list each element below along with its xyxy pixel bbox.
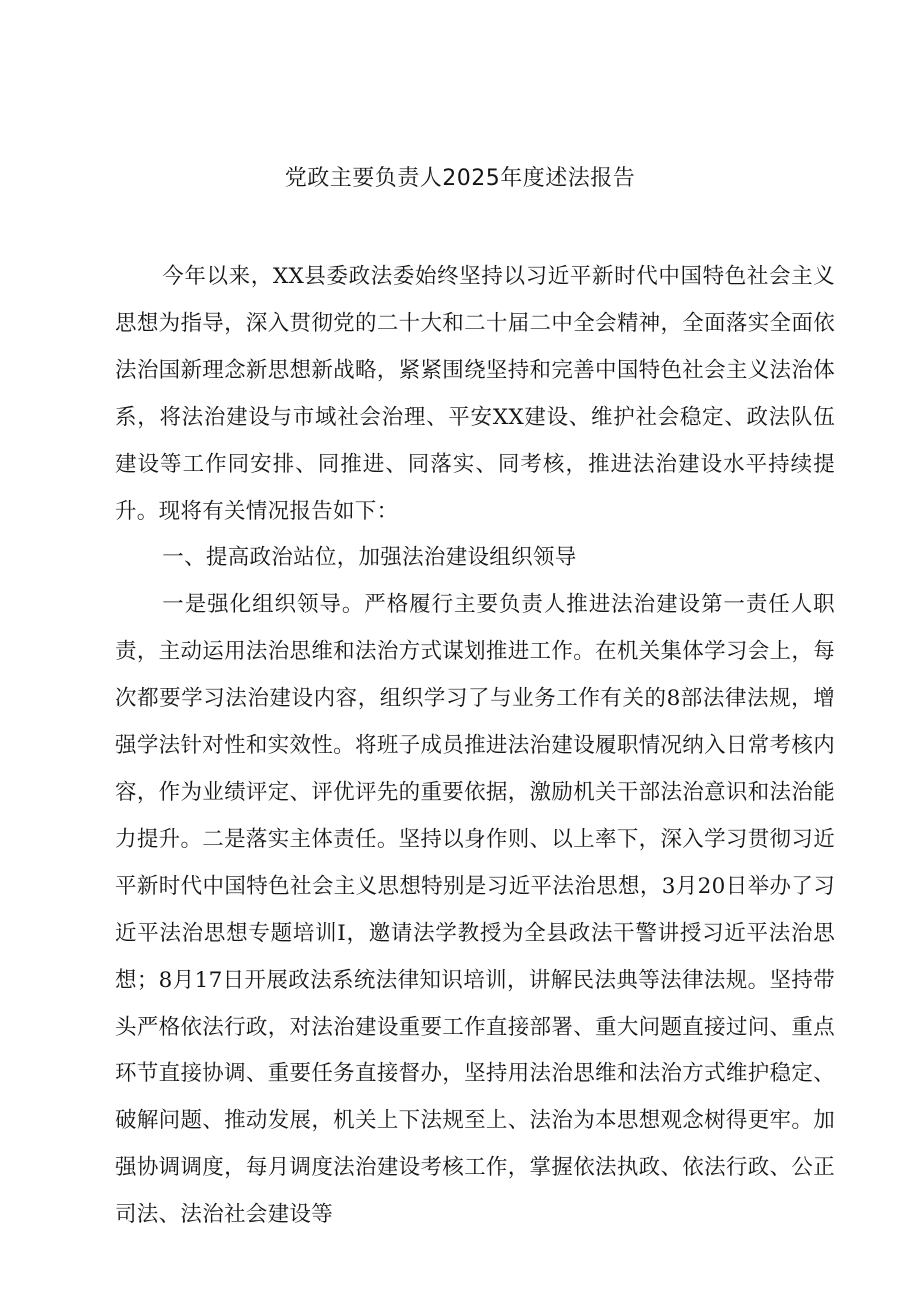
section-heading: 一、提高政治站位，加强法治建设组织领导 <box>162 545 577 571</box>
section-paragraph: 一是强化组织领导。严格履行主要负责人推进法治建设第一责任人职责，主动运用法治思维和法治方式谋划推进工作。在机关集体学习会上，每次都要学习法治建设内容，组织学习了与业务工作有关的8部法律法规，增强学法针对性和实效性。将班子成员推进法治建设履职情况纳入日常考核内容，作为业绩评定、评优评先的重要依据，激励机关干部法治意识和法治能力提升。二是落实主体责任。坚持以身作则、以上率下，深入学习贯彻习近平新时代中国特色社会主义思想特别是习近平法治思想，3月20日举办了习近平法治思想专题培训I，邀请法学教授为全县政法干警讲授习近平法治思想；8月17日开展政法系统法律知识培训，讲解民法典等法律法规。坚持带头严格依法行政，对法治建设重要工作直接部署、重大问题直接过问、重点环节直接协调、重要任务直接督办，坚持用法治思维和法治方式维护稳定、破解问题、推动发展，机关上下法规至上、法治为本思想观念树得更牢。加强协调调度，每月调度法治建设考核工作，掌握依法执政、依法行政、公正司法、法治社会建设等 <box>115 592 835 1228</box>
document-body <box>115 254 835 1239</box>
intro-paragraph: 今年以来，XX县委政法委始终坚持以习近平新时代中国特色社会主义思想为指导，深入贯彻党的二十大和二十届二中全会精神，全面落实全面依法治国新理念新思想新战略，紧紧围绕坚持和完善中国特色社会主义法治体系，将法治建设与市域社会治理、平安XX建设、维护社会稳定、政法队伍建设等工作同安排、同推进、同落实、同考核，推进法治建设水平持续提升。现将有关情况报告如下： <box>115 264 835 524</box>
document-title: 党政主要负责人2025年度述法报告 <box>284 166 636 191</box>
